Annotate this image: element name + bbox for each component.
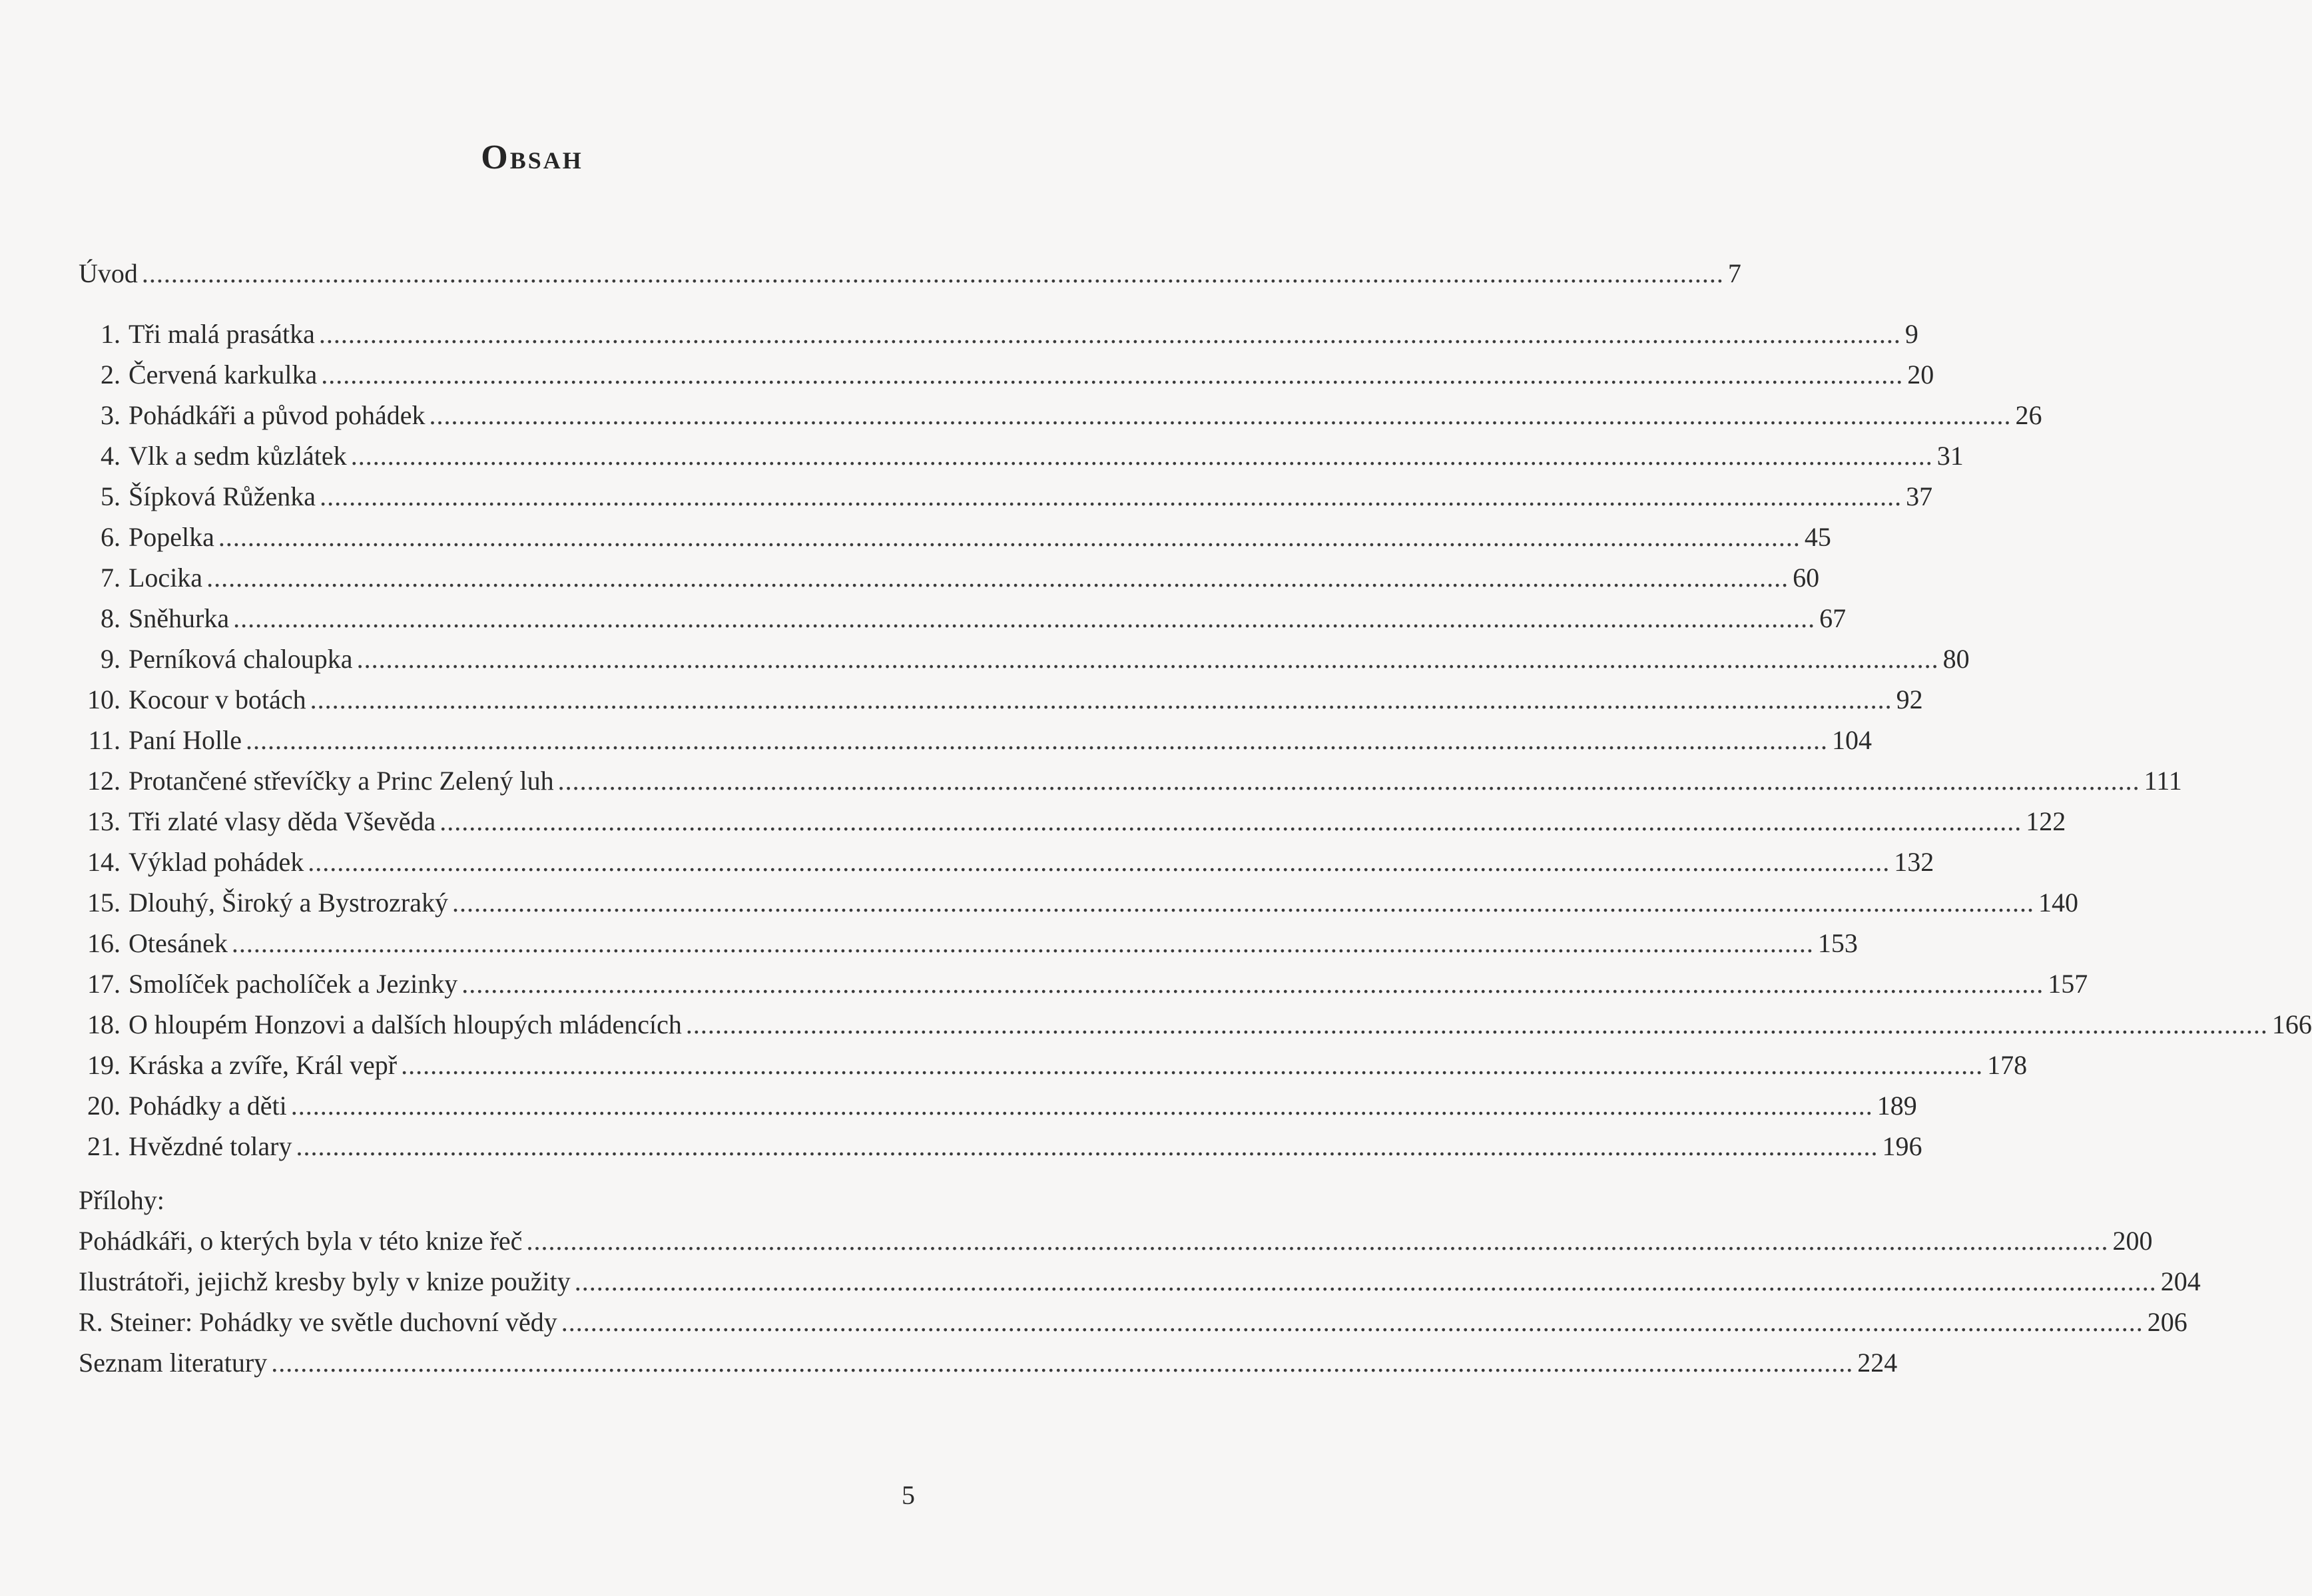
leader-dots: ........................................................................................................................................................................................................................	[356, 644, 1939, 674]
leader-dots: ........................................................................................................................................................................................................................	[218, 522, 1801, 552]
table-of-contents	[79, 253, 2312, 1383]
toc-entry[interactable]	[79, 1261, 2201, 1302]
toc-entry-label: Kráska a zvíře, Král vepř	[129, 1050, 398, 1080]
toc-entry-number: 21.	[87, 1131, 121, 1161]
toc-entry-page: 196	[1882, 1131, 1922, 1161]
toc-entry-page: 60	[1793, 563, 1820, 593]
toc-entry[interactable]	[79, 517, 1831, 557]
toc-entry-page: 67	[1819, 603, 1847, 633]
toc-entry-label: Protančené střevíčky a Princ Zelený luh	[129, 766, 554, 796]
toc-entry-page: 80	[1942, 644, 1970, 674]
toc-entry-intro[interactable]	[79, 253, 1741, 294]
toc-entry-page: 140	[2038, 888, 2078, 918]
page-number: 5	[902, 1480, 915, 1510]
leader-dots: ........................................................................................................................................................................................................................	[429, 400, 2012, 430]
leader-dots: ........................................................................................................................................................................................................................	[574, 1266, 2157, 1296]
toc-entry-label: Výklad pohádek	[129, 847, 304, 877]
toc-entry[interactable]	[79, 679, 1923, 720]
toc-entry-label: Popelka	[129, 522, 214, 552]
toc-entry-number: 15.	[87, 888, 121, 918]
leader-dots: ........................................................................................................................................................................................................................	[318, 319, 1901, 349]
leader-dots: ........................................................................................................................................................................................................................	[320, 481, 1902, 511]
toc-entry-label: Pohádkáři a původ pohádek	[129, 400, 426, 430]
toc-entry[interactable]	[79, 1126, 1922, 1167]
chapter-list	[79, 314, 2312, 1167]
leader-dots: ........................................................................................................................................................................................................................	[310, 684, 1892, 714]
leader-dots: ........................................................................................................................................................................................................................	[557, 766, 2140, 796]
toc-entry[interactable]	[79, 882, 2078, 923]
toc-entry-label: O hloupém Honzovi a dalších hloupých mládencích	[129, 1009, 682, 1039]
toc-entry-number: 11.	[88, 725, 121, 755]
appendix-list	[79, 1220, 2201, 1383]
leader-dots: ........................................................................................................................................................................................................................	[271, 1348, 1854, 1378]
toc-entry-page: 206	[2147, 1307, 2187, 1337]
toc-entry-label: Hvězdné tolary	[129, 1131, 292, 1161]
toc-entry-page: 122	[2026, 806, 2066, 836]
toc-entry[interactable]	[79, 476, 1933, 517]
leader-dots: ........................................................................................................................................................................................................................	[290, 1091, 1873, 1121]
toc-entry-number: 3.	[101, 400, 121, 430]
toc-entry[interactable]	[79, 557, 1820, 598]
toc-entry-label: Seznam literatury	[79, 1348, 268, 1378]
page-title: Obsah	[481, 138, 583, 176]
toc-entry-page: 26	[2015, 400, 2042, 430]
toc-entry-number: 20.	[87, 1091, 121, 1121]
toc-entry[interactable]	[79, 1004, 2312, 1045]
toc-entry-number: 10.	[87, 684, 121, 714]
toc-entry-page: 157	[2048, 969, 2088, 999]
toc-entry-number: 8.	[101, 603, 121, 633]
toc-entry-label: Otesánek	[129, 928, 228, 958]
leader-dots: ........................................................................................................................................................................................................................	[526, 1226, 2109, 1256]
toc-entry-label: Dlouhý, Široký a Bystrozraký	[129, 888, 448, 918]
toc-entry[interactable]	[79, 963, 2088, 1004]
toc-entry-label: R. Steiner: Pohádky ve světle duchovní vědy	[79, 1307, 557, 1337]
leader-dots: ........................................................................................................................................................................................................................	[401, 1050, 1984, 1080]
toc-entry[interactable]	[79, 395, 2042, 435]
leader-dots: ........................................................................................................................................................................................................................	[561, 1307, 2144, 1337]
toc-entry-page: 166	[2271, 1009, 2312, 1039]
toc-entry[interactable]	[79, 1045, 2028, 1085]
leader-dots: ........................................................................................................................................................................................................................	[439, 806, 2022, 836]
toc-entry-page: 189	[1877, 1091, 1917, 1121]
toc-entry-number: 1.	[101, 319, 121, 349]
toc-entry-label: Úvod	[79, 258, 138, 288]
spacer	[79, 294, 912, 314]
toc-entry-number: 9.	[101, 644, 121, 674]
toc-entry-number: 16.	[87, 928, 121, 958]
toc-entry[interactable]	[79, 1085, 1917, 1126]
toc-entry-number: 14.	[87, 847, 121, 877]
toc-entry-page: 224	[1857, 1348, 1898, 1378]
toc-entry-number: 4.	[101, 441, 121, 471]
leader-dots: ........................................................................................................................................................................................................................	[233, 603, 1816, 633]
toc-entry-page: 9	[1904, 319, 1918, 349]
toc-entry-label: Tři zlaté vlasy děda Vševěda	[129, 806, 436, 836]
toc-entry-page: 178	[1987, 1050, 2028, 1080]
toc-entry[interactable]	[79, 1220, 2153, 1261]
toc-entry-label: Paní Holle	[129, 725, 242, 755]
toc-entry[interactable]	[79, 842, 1934, 882]
toc-entry-number: 6.	[101, 522, 121, 552]
toc-entry-label: Smolíček pacholíček a Jezinky	[129, 969, 458, 999]
toc-entry-page: 45	[1804, 522, 1831, 552]
leader-dots: ........................................................................................................................................................................................................................	[141, 258, 1724, 288]
leader-dots: ........................................................................................................................................................................................................................	[206, 563, 1789, 593]
toc-entry-number: 12.	[87, 766, 121, 796]
leader-dots: ........................................................................................................................................................................................................................	[231, 928, 1814, 958]
toc-entry-page: 153	[1817, 928, 1858, 958]
leader-dots: ........................................................................................................................................................................................................................	[321, 360, 1904, 390]
leader-dots: ........................................................................................................................................................................................................................	[350, 441, 1933, 471]
toc-entry-number: 7.	[101, 563, 121, 593]
toc-entry-number: 18.	[87, 1009, 121, 1039]
toc-entry-label: Vlk a sedm kůzlátek	[129, 441, 347, 471]
toc-entry-page: 132	[1894, 847, 1934, 877]
toc-entry-page: 92	[1896, 684, 1923, 714]
leader-dots: ........................................................................................................................................................................................................................	[296, 1131, 1878, 1161]
toc-entry-page: 104	[1831, 725, 1872, 755]
toc-entry-number: 5.	[101, 481, 121, 511]
toc-entry-page: 20	[1907, 360, 1934, 390]
toc-entry-page: 200	[2112, 1226, 2153, 1256]
toc-entry[interactable]	[79, 354, 1934, 395]
toc-entry-label: Kocour v botách	[129, 684, 306, 714]
toc-entry-label: Perníková chaloupka	[129, 644, 353, 674]
toc-entry-number: 2.	[101, 360, 121, 390]
toc-entry-label: Sněhurka	[129, 603, 230, 633]
toc-entry-number: 19.	[87, 1050, 121, 1080]
toc-entry[interactable]	[79, 1302, 2187, 1342]
leader-dots: ........................................................................................................................................................................................................................	[245, 725, 1828, 755]
leader-dots: ........................................................................................................................................................................................................................	[308, 847, 1890, 877]
toc-entry[interactable]	[79, 760, 2182, 801]
appendix-heading: Přílohy:	[79, 1185, 164, 1215]
toc-entry[interactable]	[79, 720, 1872, 760]
toc-entry-number: 17.	[87, 969, 121, 999]
leader-dots: ........................................................................................................................................................................................................................	[461, 969, 2044, 999]
toc-entry-label: Červená karkulka	[129, 360, 318, 390]
toc-entry-page: 31	[1936, 441, 1964, 471]
toc-entry-page: 37	[1906, 481, 1933, 511]
toc-entry-label: Ilustrátoři, jejichž kresby byly v knize použity	[79, 1266, 571, 1296]
toc-entry[interactable]	[79, 1342, 1898, 1383]
toc-entry-label: Šípková Růženka	[129, 481, 316, 511]
leader-dots: ........................................................................................................................................................................................................................	[685, 1009, 2268, 1039]
toc-entry-number: 13.	[87, 806, 121, 836]
toc-entry[interactable]	[79, 314, 1918, 354]
toc-entry[interactable]	[79, 435, 1964, 476]
toc-entry-label: Pohádkáři, o kterých byla v této knize řeč	[79, 1226, 523, 1256]
toc-entry-page: 7	[1727, 258, 1741, 288]
toc-entry[interactable]	[79, 639, 1970, 679]
toc-entry[interactable]	[79, 923, 1858, 963]
toc-entry-label: Tři malá prasátka	[129, 319, 315, 349]
toc-entry[interactable]	[79, 598, 1847, 639]
toc-entry-label: Pohádky a děti	[129, 1091, 287, 1121]
toc-entry-page: 111	[2144, 766, 2182, 796]
toc-entry-page: 204	[2160, 1266, 2201, 1296]
toc-entry-label: Locika	[129, 563, 203, 593]
leader-dots: ........................................................................................................................................................................................................................	[451, 888, 2034, 918]
toc-entry[interactable]	[79, 801, 2066, 842]
